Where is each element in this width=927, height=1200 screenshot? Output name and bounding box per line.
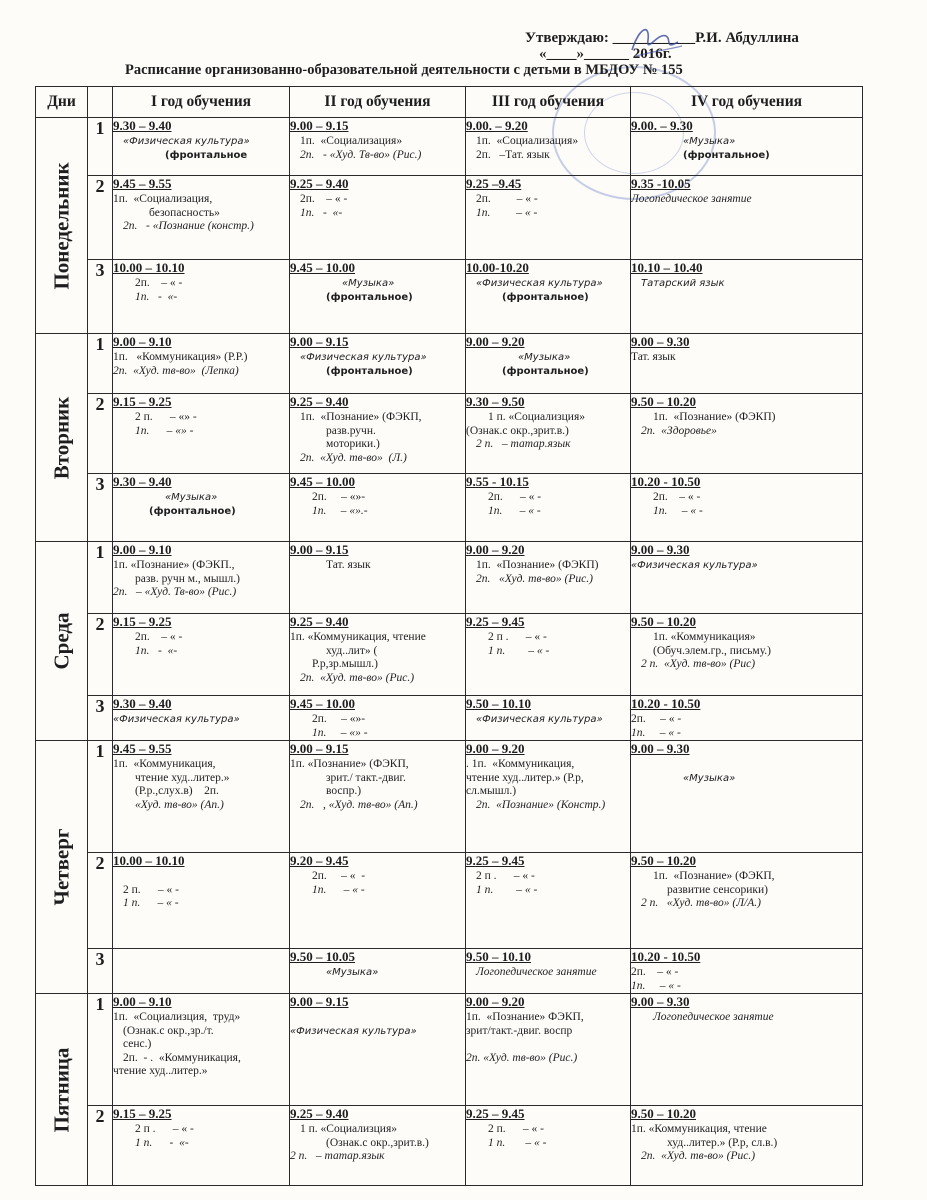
- lesson-time: 9.00 – 9.10: [113, 542, 172, 557]
- col-header-days: Дни: [36, 87, 88, 118]
- table-row: [36, 696, 863, 741]
- day-cell: [36, 542, 88, 741]
- lesson-line: развитие сенсорики): [667, 883, 768, 896]
- approval-date-line: «____»______ 2016г.: [539, 46, 672, 62]
- lesson-line: 1п. – « -: [476, 206, 538, 219]
- lesson-line: 2п. – «Худ. Тв-во» (Рис.): [113, 586, 237, 598]
- lesson-number: 2: [88, 614, 113, 696]
- lesson-line: «Музыка»: [518, 352, 571, 363]
- lesson-line: «Худ. тв-во» (Ап.): [135, 798, 224, 811]
- lesson-line: 1п. «Коммуникация»: [653, 631, 756, 643]
- lesson-line: 2п. – « -: [631, 966, 679, 978]
- schedule-cell: [466, 542, 631, 614]
- lesson-number: 2: [88, 176, 113, 260]
- lesson-line: 2 п. «Худ. тв-во» (Л/А.): [641, 897, 761, 909]
- lesson-time: 9.55 - 10.15: [466, 474, 529, 489]
- lesson-time: 9.45 – 9.55: [113, 176, 172, 191]
- lesson-time: 9.00 – 9.20: [466, 994, 525, 1009]
- lesson-time: 9.00 – 9.30: [631, 334, 690, 349]
- lesson-line: 1п. - «-: [135, 644, 178, 657]
- lesson-line: 1п. – «» -: [312, 726, 368, 739]
- schedule-cell: [466, 1106, 631, 1186]
- schedule-cell: [466, 741, 631, 853]
- lesson-line: 1 п. «Социализция»: [300, 1123, 397, 1135]
- table-row: [36, 949, 863, 994]
- lesson-time: 9.25 – 9.45: [466, 1106, 525, 1121]
- lesson-line: Тат. язык: [326, 559, 371, 571]
- lesson-line: 2п. - . «Коммуникация,: [123, 1051, 241, 1064]
- lesson-time: 9.15 – 9.25: [113, 394, 172, 409]
- lesson-line: моторики.): [326, 438, 380, 450]
- lesson-time: 9.45 – 10.00: [290, 474, 355, 489]
- lesson-line: 2п. – « -: [631, 713, 682, 725]
- schedule-cell: [290, 394, 466, 474]
- lesson-line: 1п. «Коммуникация, чтение: [290, 631, 426, 643]
- table-row: [36, 176, 863, 260]
- schedule-table: [35, 86, 863, 1186]
- lesson-time: 9.25 – 9.40: [290, 614, 349, 629]
- lesson-line: 1п. – « -: [488, 504, 541, 517]
- schedule-cell: [113, 1106, 290, 1186]
- schedule-cell: [113, 394, 290, 474]
- lesson-line: (Ознак.с окр.,зрит.в.): [326, 1136, 429, 1149]
- lesson-time: 9.50 – 10.10: [466, 696, 531, 711]
- lesson-number: 3: [88, 949, 113, 994]
- lesson-line: 1 п. - «-: [135, 1136, 189, 1149]
- lesson-line: 2 п. – « -: [488, 1123, 544, 1135]
- schedule-cell: [113, 994, 290, 1106]
- lesson-time: 9.30 – 9.40: [113, 118, 172, 133]
- lesson-line: 2п. «Худ. тв-во» (Рис.): [641, 1150, 756, 1162]
- schedule-cell: [631, 260, 863, 334]
- day-cell: [36, 994, 88, 1186]
- lesson-number: 1: [88, 741, 113, 853]
- lesson-line: 2 п . – « -: [135, 1123, 194, 1135]
- lesson-line: Логопедическое занятие: [476, 966, 597, 978]
- lesson-line: худ..литер.» (Р.р, сл.в.): [667, 1136, 778, 1149]
- lesson-time: 9.30 – 9.40: [113, 474, 172, 489]
- schedule-cell: [113, 176, 290, 260]
- lesson-time: 10.20 - 10.50: [631, 949, 701, 964]
- lesson-line: 2п. «Худ. тв-во» (Л.): [300, 451, 407, 464]
- schedule-cell: [466, 949, 631, 994]
- lesson-number: 2: [88, 853, 113, 949]
- schedule-cell: [290, 260, 466, 334]
- schedule-cell: [466, 260, 631, 334]
- lesson-number: 1: [88, 334, 113, 394]
- schedule-cell: [631, 176, 863, 260]
- lesson-number: 1: [88, 994, 113, 1106]
- lesson-time: 9.50 – 10.10: [466, 949, 531, 964]
- lesson-time: 9.50 – 10.20: [631, 853, 696, 868]
- lesson-line: 1п. «Социализация»: [476, 135, 579, 147]
- lesson-time: 9.00 – 9.15: [290, 542, 349, 557]
- table-row: [36, 741, 863, 853]
- day-cell: [36, 741, 88, 994]
- lesson-line: 2п. «Худ. тв-во» (Рис.): [476, 572, 593, 585]
- lesson-time: 9.25 – 9.40: [290, 394, 349, 409]
- schedule-cell: [290, 176, 466, 260]
- lesson-line: (фронтальное: [165, 149, 248, 161]
- schedule-cell: [113, 334, 290, 394]
- table-row: [36, 474, 863, 542]
- lesson-time: 9.25 – 9.40: [290, 176, 349, 191]
- lesson-line: «Музыка»: [342, 278, 395, 289]
- schedule-cell: [631, 741, 863, 853]
- lesson-number: 2: [88, 394, 113, 474]
- lesson-line: сл.мышл.): [466, 785, 517, 797]
- schedule-cell: [290, 118, 466, 176]
- lesson-line: 2п. – «»-: [312, 713, 366, 725]
- lesson-line: [113, 870, 289, 884]
- table-row: [36, 614, 863, 696]
- schedule-cell: [631, 394, 863, 474]
- lesson-time: 9.45 – 10.00: [290, 696, 355, 711]
- schedule-cell: [290, 614, 466, 696]
- lesson-line: зрит/такт.-двиг. воспр: [466, 1024, 573, 1037]
- lesson-line: (фронтальное): [326, 291, 413, 303]
- lesson-time: 9.50 – 10.20: [631, 394, 696, 409]
- lesson-time: 10.20 - 10.50: [631, 474, 701, 489]
- lesson-line: «Физическая культура»: [123, 136, 250, 147]
- lesson-line: 1п. – « -: [653, 504, 703, 517]
- lesson-time: 10.00 – 10.10: [113, 260, 185, 275]
- lesson-time: 9.00 – 9.15: [290, 994, 349, 1009]
- day-label: Понедельник: [49, 161, 73, 290]
- lesson-line: Логопедическое занятие: [653, 1011, 774, 1023]
- lesson-line: 2п. «Здоровье»: [641, 424, 717, 437]
- schedule-cell: [290, 334, 466, 394]
- lesson-line: 2п. – « -: [476, 193, 538, 205]
- schedule-cell: [290, 949, 466, 994]
- schedule-cell: [631, 474, 863, 542]
- lesson-line: «Физическая культура»: [476, 278, 603, 289]
- lesson-line: 2 п. – « -: [123, 883, 179, 896]
- lesson-time: 10.10 – 10.40: [631, 260, 703, 275]
- lesson-line: Р.р,зр.мышл.): [312, 658, 378, 670]
- schedule-cell: [631, 853, 863, 949]
- lesson-line: 1 п. «Социализция»: [488, 411, 585, 423]
- lesson-time: 9.50 – 10.20: [631, 614, 696, 629]
- lesson-line: (Ознак.с окр.,зрит.в.): [466, 424, 569, 437]
- lesson-line: (фронтальное): [326, 365, 413, 377]
- schedule-cell: [290, 1106, 466, 1186]
- lesson-time: 10.00 – 10.10: [113, 853, 185, 868]
- schedule-cell: [466, 994, 631, 1106]
- lesson-time: 9.00 – 9.15: [290, 741, 349, 756]
- lesson-line: 2п. «Худ. тв-во» (Лепка): [113, 364, 239, 377]
- lesson-line: (Р.р.,слух.в) 2п.: [135, 785, 219, 797]
- schedule-cell: [466, 394, 631, 474]
- lesson-line: 1 п. – « -: [476, 883, 538, 896]
- lesson-line: 1п. «Социализация,: [113, 193, 213, 205]
- schedule-title: Расписание организованно-образовательной деятельности с детьми в МБДОУ № 155: [125, 62, 683, 78]
- lesson-line: «Физическая культура»: [290, 1025, 417, 1037]
- lesson-time: 9.15 – 9.25: [113, 1106, 172, 1121]
- table-row: [36, 994, 863, 1106]
- schedule-cell: [631, 118, 863, 176]
- lesson-time: 9.00 – 9.15: [290, 334, 349, 349]
- table-row: [36, 118, 863, 176]
- lesson-line: (фронтальное): [683, 149, 770, 161]
- lesson-line: 1п. – « -: [631, 726, 681, 739]
- lesson-line: 1п. «Коммуникация» (Р.Р.): [113, 351, 248, 363]
- lesson-time: 10.20 - 10.50: [631, 696, 701, 711]
- schedule-cell: [113, 614, 290, 696]
- lesson-time: 9.25 – 9.45: [466, 614, 525, 629]
- schedule-cell: [466, 853, 631, 949]
- lesson-line: 1п. «Коммуникация, чтение: [631, 1123, 767, 1135]
- signature-icon: [626, 20, 686, 62]
- schedule-cell: [113, 474, 290, 542]
- lesson-time: 9.25 – 9.45: [466, 853, 525, 868]
- lesson-line: 2 п . – « -: [476, 870, 535, 882]
- col-header-num: [88, 87, 113, 118]
- header-row: [36, 87, 863, 118]
- lesson-line: 1п. «Социализция, труд»: [113, 1011, 241, 1023]
- lesson-line: 2 п. – «» -: [135, 411, 197, 423]
- lesson-time: 9.00 – 9.20: [466, 334, 525, 349]
- lesson-time: 9.30 – 9.50: [466, 394, 525, 409]
- lesson-time: 9.45 – 9.55: [113, 741, 172, 756]
- lesson-time: 9.20 – 9.45: [290, 853, 349, 868]
- lesson-line: . 1п. «Коммуникация,: [466, 758, 575, 770]
- schedule-cell: [113, 696, 290, 741]
- schedule-cell: [290, 994, 466, 1106]
- lesson-time: 9.00 – 9.20: [466, 542, 525, 557]
- lesson-number: 3: [88, 696, 113, 741]
- day-label: Четверг: [49, 828, 73, 906]
- lesson-line: «Физическая культура»: [631, 560, 758, 571]
- schedule-cell: [631, 949, 863, 994]
- lesson-number: 1: [88, 118, 113, 176]
- lesson-line: разв.ручн.: [326, 424, 376, 437]
- lesson-line: 2п. – « -: [488, 491, 542, 503]
- lesson-line: 1п. – « -: [631, 979, 681, 992]
- lesson-line: 1п. - «-: [135, 290, 178, 303]
- lesson-line: 2п. - «Худ. Тв-во» (Рис.): [300, 148, 422, 161]
- schedule-cell: [631, 334, 863, 394]
- lesson-line: «Музыка»: [326, 967, 379, 978]
- lesson-line: 1п. – « -: [312, 883, 365, 896]
- lesson-time: 9.00. – 9.30: [631, 118, 693, 133]
- lesson-line: 1п. – «».-: [312, 504, 368, 517]
- lesson-line: «Физическая культура»: [113, 714, 240, 725]
- lesson-number: 2: [88, 1106, 113, 1186]
- schedule-cell: [113, 260, 290, 334]
- lesson-time: 9.25 – 9.40: [290, 1106, 349, 1121]
- lesson-line: [466, 1038, 630, 1052]
- schedule-cell: [290, 696, 466, 741]
- schedule-cell: [631, 1106, 863, 1186]
- lesson-line: (фронтальное): [502, 291, 589, 303]
- lesson-line: худ..лит» (: [326, 644, 378, 657]
- lesson-line: 2п. «Познание» (Констр.): [476, 798, 606, 811]
- lesson-line: 1 п. – « -: [488, 1136, 547, 1149]
- schedule-cell: [113, 118, 290, 176]
- lesson-time: 9.35 -10.05: [631, 176, 691, 191]
- lesson-line: (Ознак.с окр.,зр./т.: [123, 1024, 214, 1037]
- lesson-time: 9.45 – 10.00: [290, 260, 355, 275]
- schedule-cell: [631, 542, 863, 614]
- lesson-line: 2п. «Худ. тв-во» (Рис.): [466, 1051, 578, 1064]
- approval-line: Утверждаю: ___________Р.И. Абдуллина: [525, 30, 799, 46]
- schedule-cell: [466, 474, 631, 542]
- col-header-year-1: I год обучения: [113, 87, 290, 118]
- lesson-time: 9.00 – 9.30: [631, 741, 690, 756]
- lesson-line: 2п. – « -: [135, 631, 183, 643]
- lesson-line: 2п. , «Худ. тв-во» (Ап.): [300, 798, 418, 811]
- lesson-line: [290, 1011, 465, 1025]
- lesson-time: 9.30 – 9.40: [113, 696, 172, 711]
- day-cell: [36, 118, 88, 334]
- lesson-line: сенс.): [123, 1038, 152, 1050]
- schedule-cell: [113, 949, 290, 994]
- lesson-number: 1: [88, 542, 113, 614]
- lesson-line: 1 п. – « -: [488, 644, 550, 657]
- lesson-line: [631, 758, 862, 772]
- lesson-line: разв. ручн м., мышл.): [135, 572, 240, 585]
- lesson-line: 1п. «Познание» (ФЭКП.,: [113, 559, 235, 571]
- lesson-line: (фронтальное): [502, 365, 589, 377]
- lesson-time: 9.00 – 9.15: [290, 118, 349, 133]
- table-row: [36, 1106, 863, 1186]
- lesson-line: чтение худ..литер.»: [113, 1065, 208, 1077]
- lesson-line: 1п. «Коммуникация,: [113, 758, 216, 770]
- lesson-line: «Физическая культура»: [300, 352, 427, 363]
- lesson-time: 9.15 – 9.25: [113, 614, 172, 629]
- lesson-time: 9.00. – 9.20: [466, 118, 528, 133]
- col-header-year-2: II год обучения: [290, 87, 466, 118]
- day-label: Вторник: [49, 396, 73, 479]
- schedule-cell: [631, 696, 863, 741]
- lesson-line: чтение худ..литер.» (Р.р,: [466, 771, 584, 784]
- col-header-year-3: III год обучения: [466, 87, 631, 118]
- lesson-line: «Музыка»: [165, 492, 218, 503]
- lesson-line: 2п. – « -: [135, 277, 183, 289]
- lesson-line: «Музыка»: [683, 772, 736, 784]
- lesson-line: Татарский язык: [641, 278, 725, 289]
- lesson-line: 2п. – « -: [300, 193, 348, 205]
- table-row: [36, 334, 863, 394]
- lesson-line: 2п. «Худ. тв-во» (Рис.): [300, 671, 415, 684]
- lesson-line: 2п. – « -: [312, 870, 366, 882]
- lesson-number: 3: [88, 260, 113, 334]
- lesson-time: 9.50 – 10.05: [290, 949, 355, 964]
- schedule-cell: [466, 696, 631, 741]
- lesson-line: 1 п. – « -: [123, 897, 179, 909]
- lesson-line: 1п. «Познание» (ФЭКП,: [653, 870, 775, 882]
- lesson-line: 2 п. – татар.язык: [476, 438, 571, 450]
- day-label: Среда: [49, 612, 73, 670]
- lesson-line: 1п. «Познание» (ФЭКП,: [300, 411, 422, 423]
- table-row: [36, 260, 863, 334]
- lesson-time: 9.25 –9.45: [466, 176, 522, 191]
- day-label: Пятница: [49, 1047, 73, 1132]
- lesson-line: 1п. «Познание» (ФЭКП): [476, 559, 599, 571]
- schedule-cell: [290, 542, 466, 614]
- lesson-line: 2п. –Тат. язык: [476, 148, 550, 161]
- lesson-time: 9.00 – 9.10: [113, 334, 172, 349]
- lesson-number: 3: [88, 474, 113, 542]
- lesson-line: «Музыка»: [683, 136, 736, 147]
- lesson-line: 2 п. – татар.язык: [290, 1150, 385, 1162]
- lesson-line: зрит./ такт.-двиг.: [326, 771, 406, 784]
- lesson-line: воспр.): [326, 785, 362, 797]
- schedule-cell: [113, 853, 290, 949]
- lesson-line: 2п. - «Познание (констр.): [123, 220, 254, 232]
- lesson-line: 1п. - «-: [300, 206, 343, 219]
- lesson-time: 9.00 – 9.30: [631, 994, 690, 1009]
- lesson-time: 9.00 – 9.10: [113, 994, 172, 1009]
- lesson-line: 2п. – «»-: [312, 491, 366, 503]
- lesson-line: безопасность»: [149, 206, 220, 219]
- lesson-line: Тат. язык: [631, 351, 676, 363]
- lesson-line: 2п. – « -: [653, 491, 701, 503]
- schedule-cell: [466, 118, 631, 176]
- lesson-line: 2 п . – « -: [488, 631, 547, 643]
- schedule-cell: [290, 853, 466, 949]
- schedule-cell: [113, 542, 290, 614]
- schedule-cell: [631, 994, 863, 1106]
- lesson-line: 2 п. «Худ. тв-во» (Рис): [641, 658, 756, 670]
- day-cell: [36, 334, 88, 542]
- lesson-line: (фронтальное): [149, 505, 236, 517]
- schedule-cell: [290, 474, 466, 542]
- schedule-cell: [466, 334, 631, 394]
- schedule-cell: [466, 176, 631, 260]
- col-header-year-4: IV год обучения: [631, 87, 863, 118]
- lesson-line: 1п. «Познание» (ФЭКП): [653, 411, 776, 423]
- schedule-cell: [113, 741, 290, 853]
- lesson-line: 1п. «Познание» (ФЭКП,: [290, 758, 409, 770]
- schedule-cell: [631, 614, 863, 696]
- table-row: [36, 394, 863, 474]
- lesson-line: чтение худ..литер.»: [135, 771, 230, 784]
- schedule-cell: [466, 614, 631, 696]
- schedule-cell: [290, 741, 466, 853]
- lesson-line: 1п. «Познание» ФЭКП,: [466, 1011, 584, 1023]
- lesson-line: Логопедическое занятие: [631, 193, 752, 205]
- lesson-time: 9.50 – 10.20: [631, 1106, 696, 1121]
- table-row: [36, 542, 863, 614]
- lesson-line: 1п. «Социализация»: [300, 135, 403, 147]
- lesson-time: 9.00 – 9.30: [631, 542, 690, 557]
- lesson-line: 1п. – «» -: [135, 424, 194, 437]
- lesson-line: «Физическая культура»: [476, 714, 603, 725]
- lesson-time: 10.00-10.20: [466, 260, 529, 275]
- lesson-time: 9.00 – 9.20: [466, 741, 525, 756]
- table-row: [36, 853, 863, 949]
- lesson-line: (Обуч.элем.гр., письму.): [653, 644, 772, 657]
